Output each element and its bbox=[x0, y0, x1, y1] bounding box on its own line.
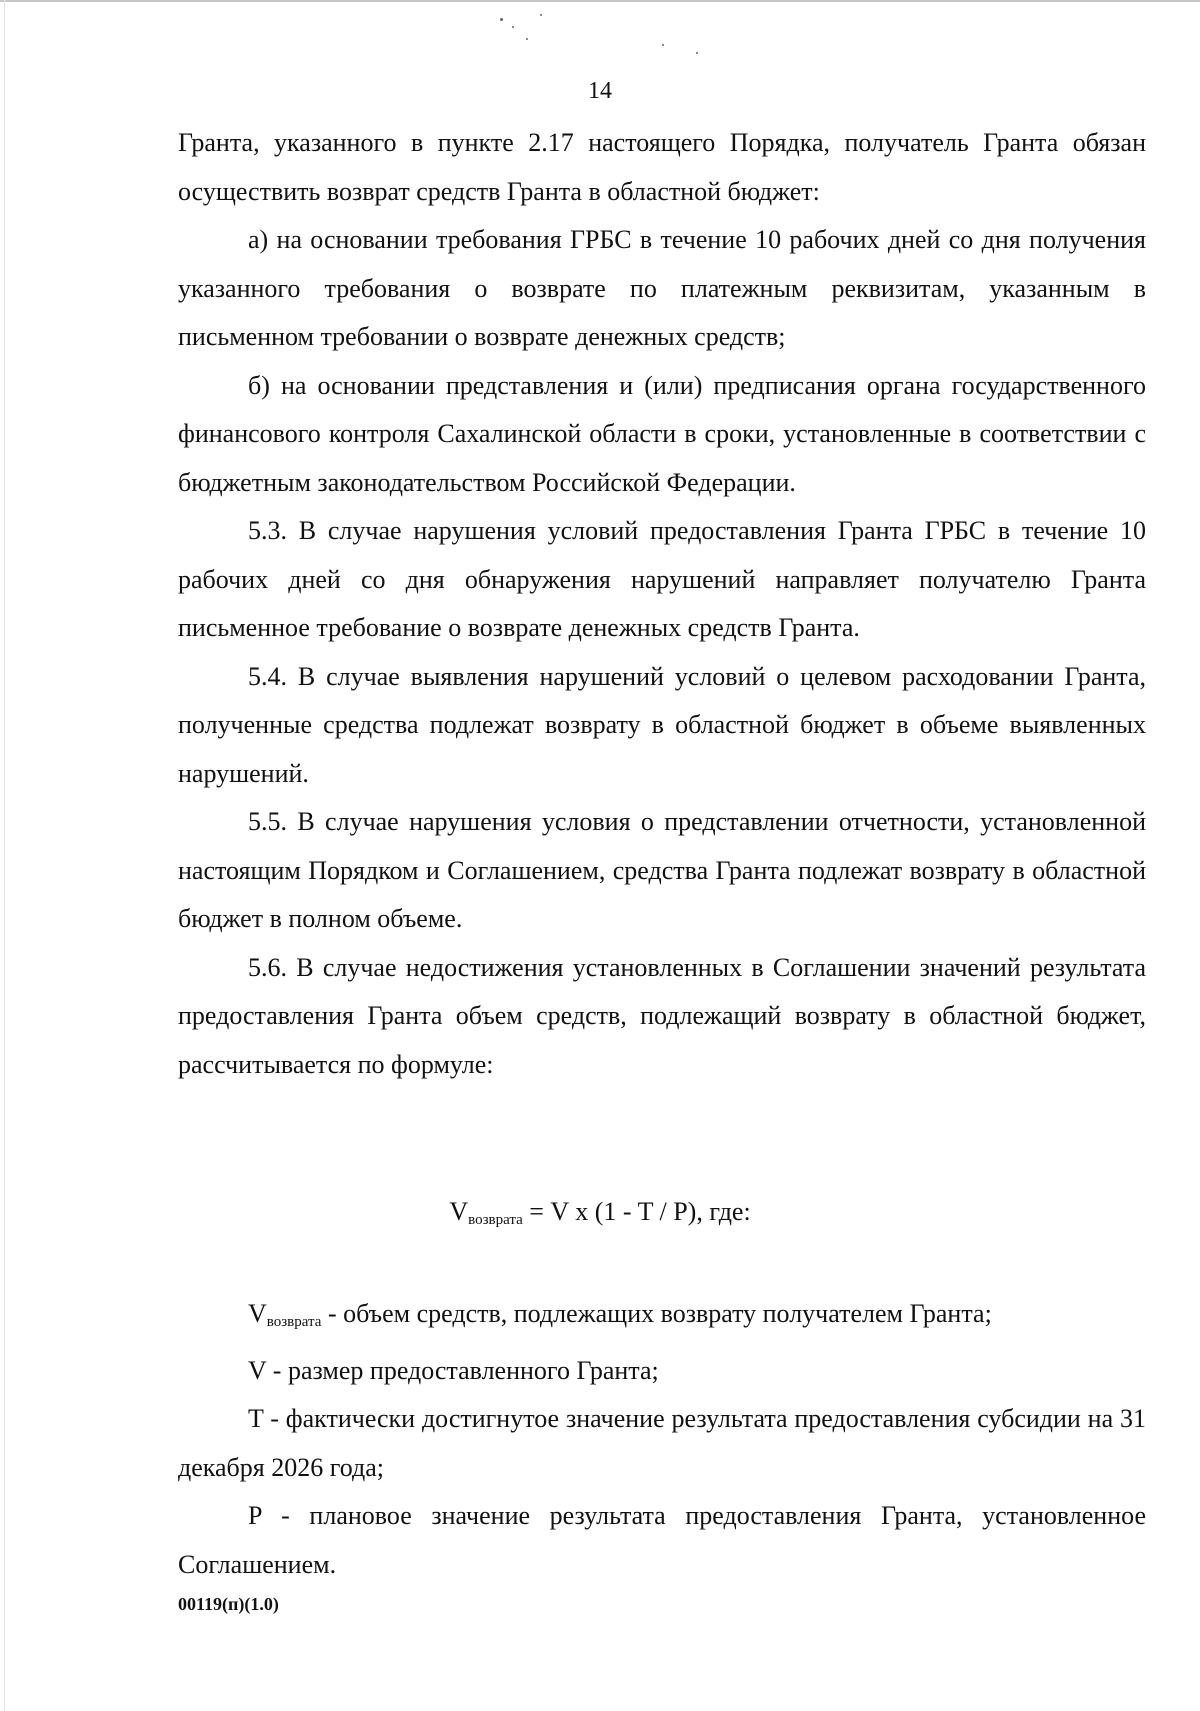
paragraph-5-6: 5.6. В случае недостижения установленных в Соглашении значений результата предоставления Гранта объем средств, подлежащий возврату в областной бюджет, рассчитывается по формуле: bbox=[178, 952, 1146, 1079]
definition-v: V - размер предоставленного Гранта; bbox=[248, 1355, 659, 1385]
formula-expression: = V x (1 - T / P), где: bbox=[522, 1197, 751, 1226]
scan-speck bbox=[526, 38, 528, 40]
scan-speck bbox=[512, 26, 514, 28]
scan-edge-left bbox=[4, 0, 5, 1711]
scan-speck bbox=[500, 18, 503, 21]
page-number: 14 bbox=[588, 78, 612, 104]
definition-t: T - фактически достигнутое значение результата предоставления субсидии на 31 декабря 2026 года; bbox=[178, 1404, 1146, 1482]
paragraph-5-3: 5.3. В случае нарушения условий предоставления Гранта ГРБС в течение 10 рабочих дней со дня обнаружения нарушений направляет получателю Гранта письменное требование о возврате денежных средств Гранта. bbox=[178, 516, 1146, 642]
formula-definitions bbox=[178, 1290, 1146, 1589]
document-code: 00119(п)(1.0) bbox=[178, 1594, 279, 1614]
paragraph-item-a: а) на основании требования ГРБС в течение 10 рабочих дней со дня получения указанного требования о возврате по платежным реквизитам, указанным в письменном требовании о возврате денежных средств; bbox=[178, 225, 1146, 351]
definition-v-return-text: - объем средств, подлежащих возврату получателем Гранта; bbox=[321, 1299, 992, 1328]
paragraph-continuation: Гранта, указанного в пункте 2.17 настоящего Порядка, получатель Гранта обязан осуществить возврат средств Гранта в областной бюджет: bbox=[178, 128, 1146, 206]
return-formula bbox=[0, 1195, 1200, 1237]
body-text-top bbox=[178, 119, 1146, 1089]
scan-speck bbox=[662, 44, 664, 46]
paragraph-5-4: 5.4. В случае выявления нарушений условий о целевом расходовании Гранта, полученные средства подлежат возврату в областной бюджет в объеме выявленных нарушений. bbox=[178, 661, 1146, 788]
formula-v-symbol: V bbox=[449, 1197, 469, 1226]
definition-v-return-symbol: V bbox=[248, 1299, 267, 1328]
paragraph-item-b: б) на основании представления и (или) предписания органа государственного финансового контроля Сахалинской области в сроки, установленные в соответствии с бюджетным законодательством Российской Федерации. bbox=[178, 370, 1146, 497]
definition-p: P - плановое значение результата предоставления Гранта, установленное Соглашением. bbox=[178, 1501, 1146, 1579]
scan-speck bbox=[696, 52, 698, 54]
definition-v-return-subscript: возврата bbox=[266, 1314, 322, 1330]
definition-v-return bbox=[178, 1290, 1146, 1347]
formula-v-subscript: возврата bbox=[468, 1212, 523, 1228]
paragraph-5-5: 5.5. В случае нарушения условия о представлении отчетности, установленной настоящим Порядком и Соглашением, средства Гранта подлежат возврату в областной бюджет в полном объеме. bbox=[178, 807, 1146, 933]
scan-edge-top bbox=[0, 0, 1200, 2]
scan-speck bbox=[540, 14, 542, 16]
